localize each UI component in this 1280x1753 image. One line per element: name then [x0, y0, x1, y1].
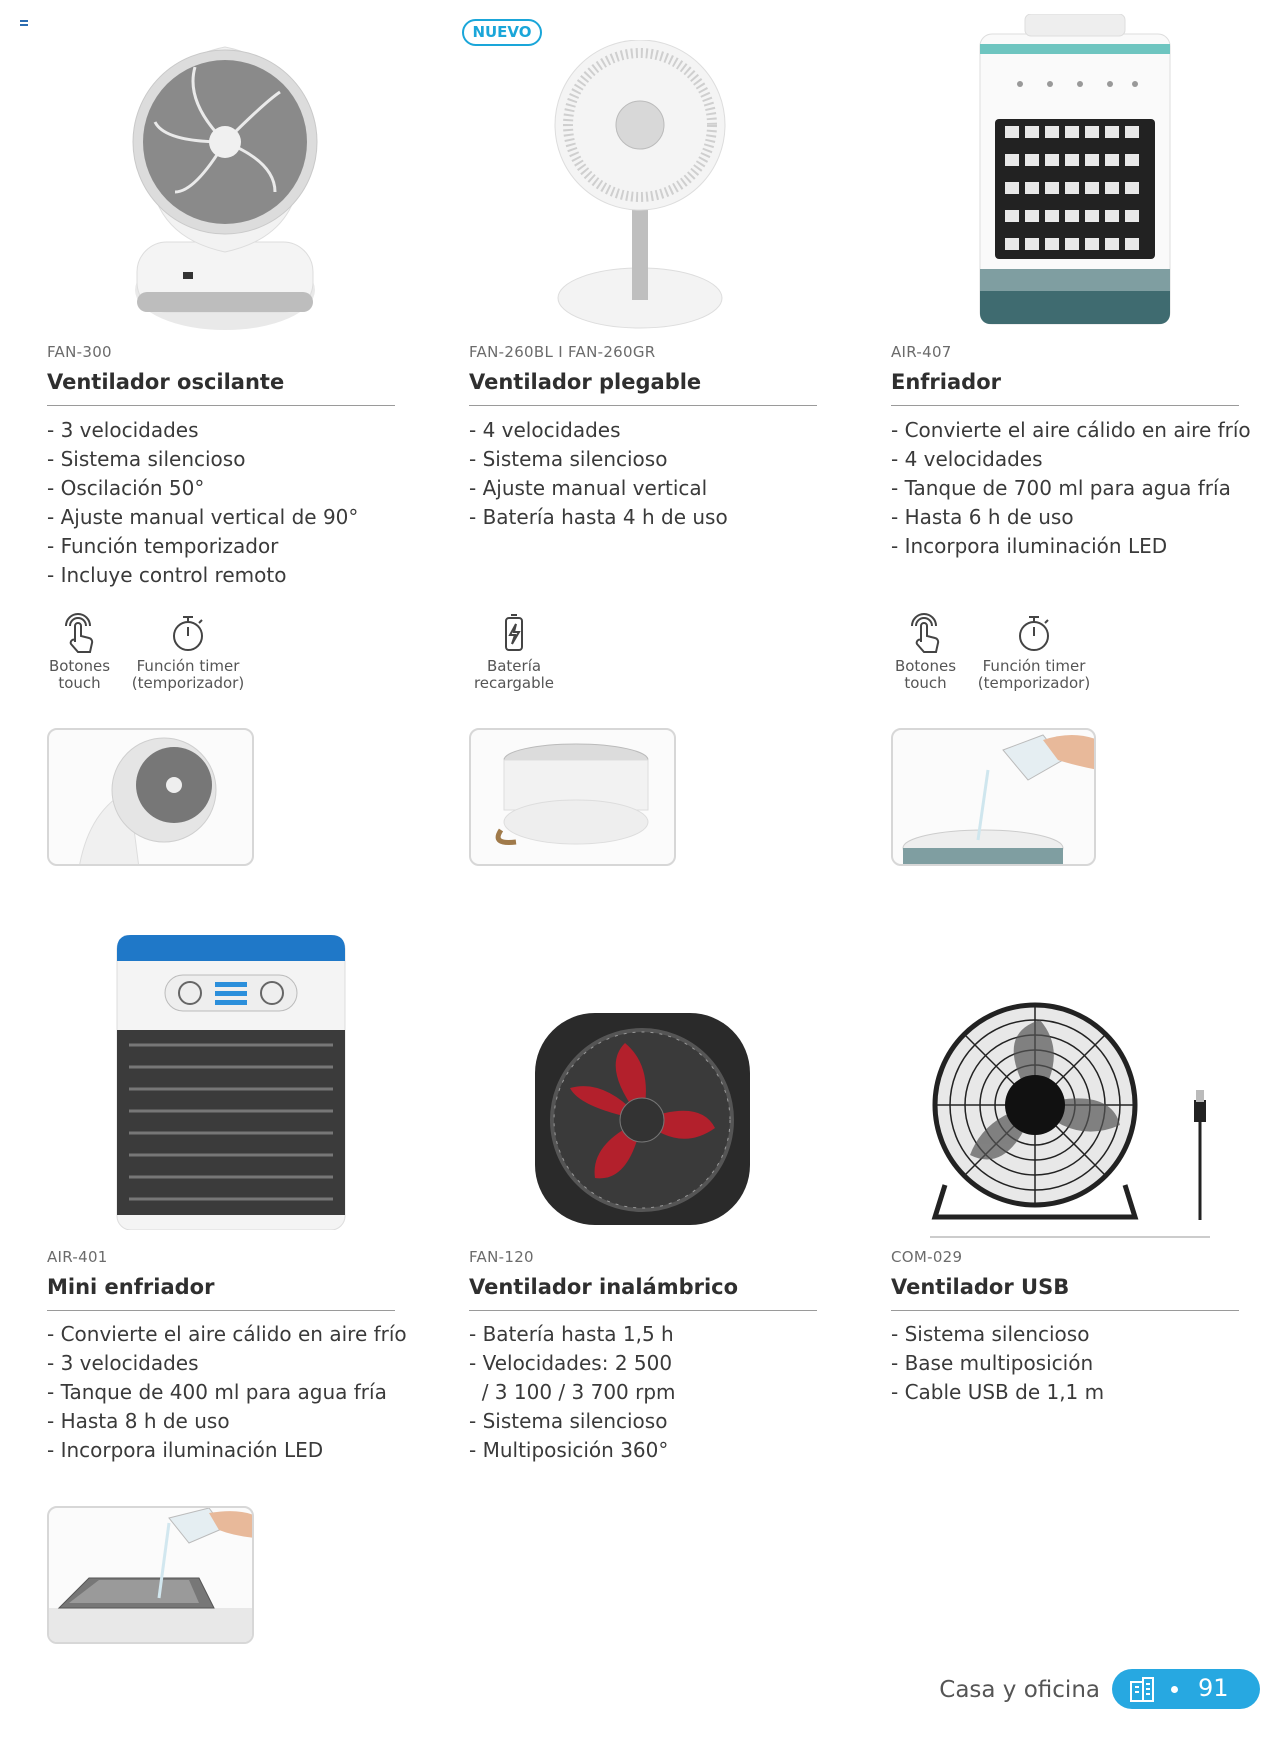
feature-touch [42, 612, 117, 692]
timer-icon [168, 612, 208, 654]
feature-item: - Hasta 6 h de uso [891, 505, 1074, 529]
product-model: FAN-120 [469, 1248, 534, 1266]
water-refill-image [49, 1508, 254, 1644]
feature-item: - Tanque de 700 ml para agua fría [891, 476, 1231, 500]
feature-item: - Sistema silencioso [469, 447, 668, 471]
feature-item: - Ajuste manual vertical [469, 476, 708, 500]
battery-icon [494, 612, 534, 654]
feature-list [469, 1320, 676, 1465]
feature-item: - Ajuste manual vertical de 90° [47, 505, 359, 529]
feature-item: - Sistema silencioso [469, 1409, 668, 1433]
divider [469, 405, 817, 406]
feature-list [891, 416, 1251, 561]
page-number: 91 [1198, 1674, 1229, 1702]
feature-item: - Incluye control remoto [47, 563, 287, 587]
feature-item: - Batería hasta 1,5 h [469, 1322, 674, 1346]
feature-item: - Convierte el aire cálido en aire frío [891, 418, 1251, 442]
product-thumbnail [47, 728, 254, 866]
feature-item: - Incorpora iluminación LED [47, 1438, 324, 1462]
icon-label: touch [58, 674, 101, 692]
product-name: Enfriador [891, 370, 1001, 394]
icon-label: recargable [473, 674, 555, 692]
page-number-badge [1112, 1669, 1260, 1709]
corner-mark [20, 20, 28, 26]
product-name: Ventilador plegable [469, 370, 702, 394]
feature-item: - 4 velocidades [469, 418, 621, 442]
water-refill-image [893, 730, 1096, 866]
feature-item: - Oscilación 50° [47, 476, 205, 500]
feature-item: - 3 velocidades [47, 418, 199, 442]
divider [469, 1310, 817, 1311]
fan-folded-image [471, 730, 676, 866]
touch-icon [60, 612, 100, 654]
feature-item: - 3 velocidades [47, 1351, 199, 1375]
air-401-image [115, 935, 347, 1230]
feature-item: / 3 100 / 3 700 rpm [469, 1380, 676, 1404]
product-model: AIR-407 [891, 343, 952, 361]
touch-icon [906, 612, 946, 654]
separator-dot [1171, 1686, 1178, 1693]
feature-list [47, 416, 358, 590]
product-model: COM-029 [891, 1248, 963, 1266]
feature-item: - Sistema silencioso [891, 1322, 1090, 1346]
icon-label: touch [904, 674, 947, 692]
feature-item: - Cable USB de 1,1 m [891, 1380, 1105, 1404]
feature-battery [462, 612, 566, 692]
icon-label: Batería [486, 657, 542, 675]
product-model: AIR-401 [47, 1248, 108, 1266]
product-name: Mini enfriador [47, 1275, 215, 1299]
divider [47, 405, 395, 406]
building-icon [1128, 1676, 1156, 1702]
feature-touch [888, 612, 963, 692]
feature-item: - Multiposición 360° [469, 1438, 669, 1462]
feature-item: - Sistema silencioso [47, 447, 246, 471]
divider [47, 1310, 395, 1311]
feature-item: - Batería hasta 4 h de uso [469, 505, 728, 529]
product-name: Ventilador USB [891, 1275, 1070, 1299]
timer-icon [1014, 612, 1054, 654]
feature-list [469, 416, 728, 532]
feature-item: - Convierte el aire cálido en aire frío [47, 1322, 407, 1346]
feature-item: - Hasta 8 h de uso [47, 1409, 230, 1433]
fan-300-image [125, 22, 325, 332]
icon-label: Botones [48, 657, 111, 675]
feature-item: - Función temporizador [47, 534, 279, 558]
product-thumbnail [469, 728, 676, 866]
feature-item: - 4 velocidades [891, 447, 1043, 471]
divider [891, 1310, 1239, 1311]
feature-timer [128, 612, 248, 692]
feature-list [891, 1320, 1104, 1407]
divider [891, 405, 1239, 406]
new-badge: NUEVO [462, 19, 542, 46]
feature-item: - Base multiposición [891, 1351, 1094, 1375]
fan-120-image [530, 1008, 755, 1230]
feature-item: - Tanque de 400 ml para agua fría [47, 1380, 387, 1404]
feature-list [47, 1320, 407, 1465]
icon-label: Función timer [136, 657, 240, 675]
fan-side-image [49, 730, 254, 866]
icon-label: Botones [894, 657, 957, 675]
product-name: Ventilador oscilante [47, 370, 285, 394]
product-name: Ventilador inalámbrico [469, 1275, 739, 1299]
feature-item: - Incorpora iluminación LED [891, 534, 1168, 558]
product-thumbnail [891, 728, 1096, 866]
icon-label: (temporizador) [131, 674, 245, 692]
product-thumbnail [47, 1506, 254, 1644]
feature-item: - Velocidades: 2 500 [469, 1351, 673, 1375]
product-model: FAN-300 [47, 343, 112, 361]
com-029-image [930, 995, 1210, 1240]
air-407-image [975, 14, 1175, 329]
icon-label: Función timer [982, 657, 1086, 675]
feature-timer [974, 612, 1094, 692]
fan-260-image [540, 40, 740, 330]
product-model: FAN-260BL I FAN-260GR [469, 343, 656, 361]
section-title: Casa y oficina [939, 1677, 1100, 1703]
icon-label: (temporizador) [977, 674, 1091, 692]
